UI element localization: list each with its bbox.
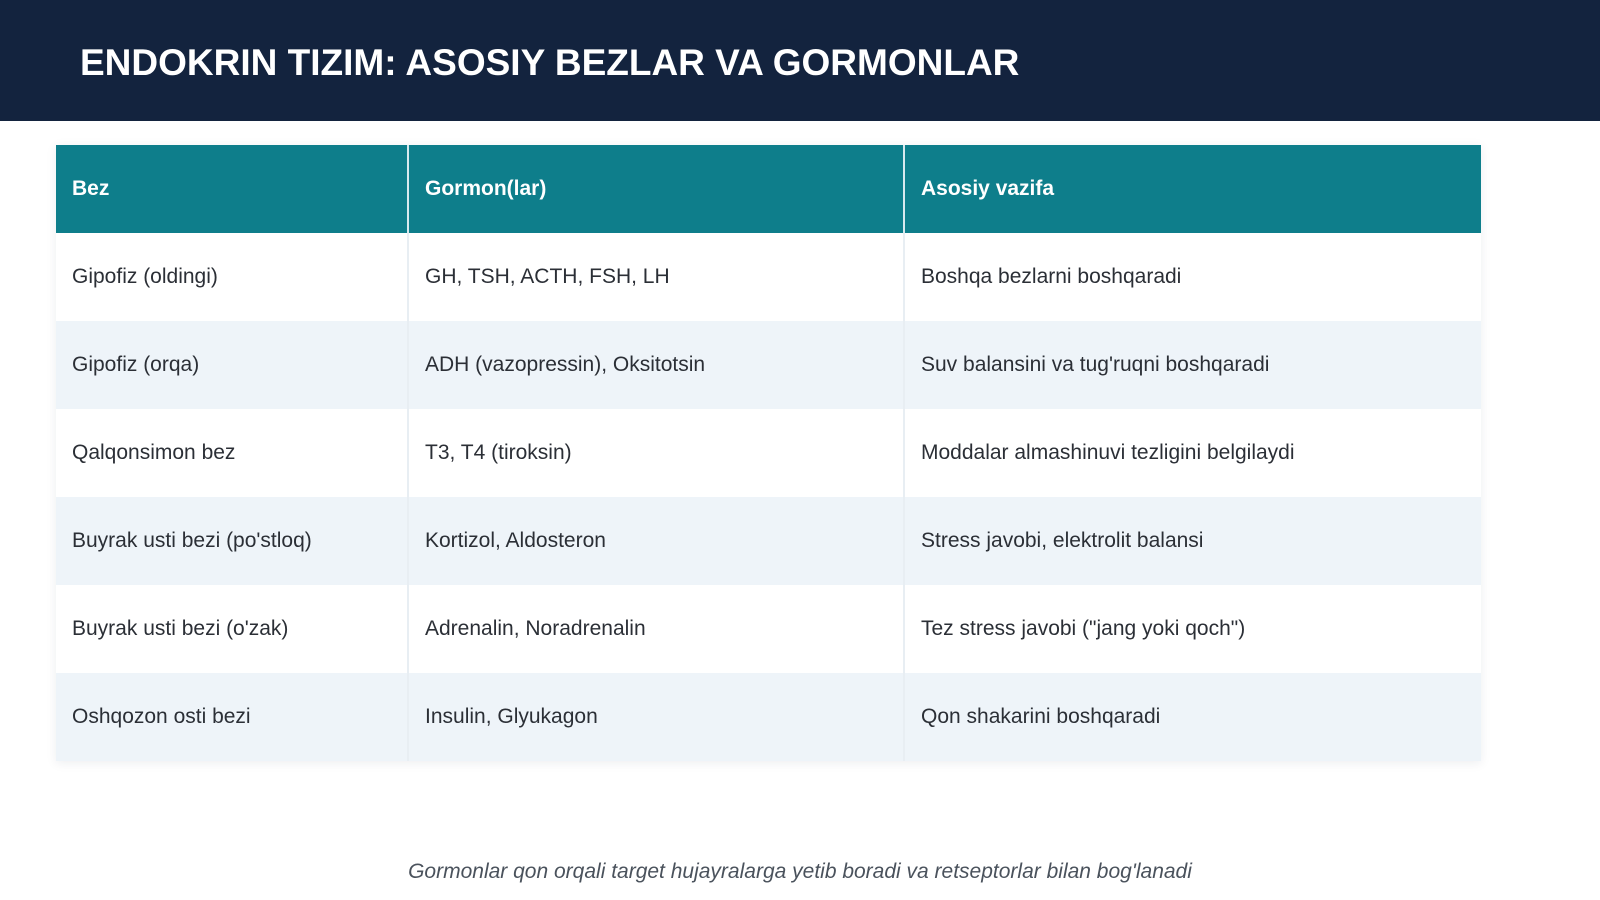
cell-gland: Gipofiz (oldingi)	[56, 233, 408, 321]
table-row	[56, 233, 1481, 321]
table-header-row	[56, 145, 1481, 233]
cell-function: Boshqa bezlarni boshqaradi	[904, 233, 1481, 321]
cell-hormones: Kortizol, Aldosteron	[408, 497, 904, 585]
column-header-function: Asosiy vazifa	[904, 145, 1481, 233]
table-row	[56, 321, 1481, 409]
table-row	[56, 673, 1481, 761]
cell-hormones: GH, TSH, ACTH, FSH, LH	[408, 233, 904, 321]
cell-hormones: T3, T4 (tiroksin)	[408, 409, 904, 497]
cell-function: Suv balansini va tug'ruqni boshqaradi	[904, 321, 1481, 409]
table-row	[56, 497, 1481, 585]
cell-hormones: Adrenalin, Noradrenalin	[408, 585, 904, 673]
cell-function: Stress javobi, elektrolit balansi	[904, 497, 1481, 585]
column-header-hormones: Gormon(lar)	[408, 145, 904, 233]
table-row	[56, 409, 1481, 497]
cell-function: Moddalar almashinuvi tezligini belgilaydi	[904, 409, 1481, 497]
cell-gland: Oshqozon osti bezi	[56, 673, 408, 761]
cell-gland: Gipofiz (orqa)	[56, 321, 408, 409]
cell-function: Tez stress javobi ("jang yoki qoch")	[904, 585, 1481, 673]
slide-title: ENDOKRIN TIZIM: ASOSIY BEZLAR VA GORMONLAR	[80, 42, 1020, 83]
cell-gland: Buyrak usti bezi (o'zak)	[56, 585, 408, 673]
cell-gland: Qalqonsimon bez	[56, 409, 408, 497]
cell-gland: Buyrak usti bezi (po'stloq)	[56, 497, 408, 585]
footnote: Gormonlar qon orqali target hujayralarga yetib boradi va retseptorlar bilan bog'lanadi	[408, 860, 1192, 883]
cell-hormones: Insulin, Glyukagon	[408, 673, 904, 761]
cell-function: Qon shakarini boshqaradi	[904, 673, 1481, 761]
table-row	[56, 585, 1481, 673]
title-bar	[0, 0, 1600, 121]
column-header-gland: Bez	[56, 145, 408, 233]
cell-hormones: ADH (vazopressin), Oksitotsin	[408, 321, 904, 409]
glands-hormones-table	[56, 145, 1481, 761]
